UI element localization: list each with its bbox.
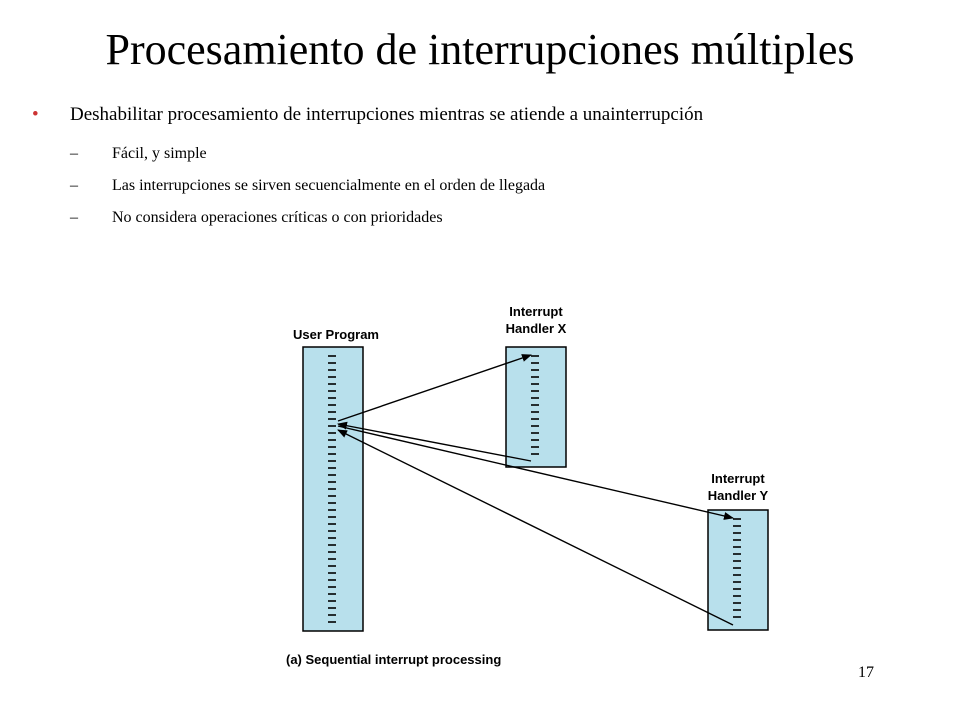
sub-bullet-marker: –: [70, 209, 78, 226]
handler-y-box: [708, 510, 768, 630]
handler-x-box: [506, 347, 566, 467]
sub-bullet-text: No considera operaciones críticas o con prioridades: [112, 209, 443, 226]
handler-y-instructions: [733, 519, 741, 617]
sub-bullet-text: Fácil, y simple: [112, 145, 207, 162]
handler-x-label-line1: Interrupt: [509, 304, 563, 319]
handler-y-label-line2: Handler Y: [707, 488, 769, 503]
user-program-label: User Program: [293, 327, 379, 342]
sub-bullet-marker: –: [70, 145, 78, 162]
slide-title: Procesamiento de interrupciones múltiples: [105, 25, 855, 74]
sub-bullet-text: Las interrupciones se sirven secuencialmente en el orden de llegada: [112, 177, 546, 194]
handler-y-label-line1: Interrupt: [711, 471, 765, 486]
bullet-marker: •: [32, 104, 39, 125]
sub-bullet-marker: –: [70, 177, 78, 194]
handler-x-label-line2: Handler X: [505, 321, 567, 336]
page-number: 17: [858, 664, 874, 681]
arrow-handler-x-return: [338, 424, 531, 461]
diagram-caption: (a) Sequential interrupt processing: [286, 652, 502, 667]
handler-x-instructions: [531, 356, 539, 454]
bullet-text: Deshabilitar procesamiento de interrupciones mientras se atiende a unainterrupción: [70, 104, 704, 125]
arrow-program-to-handler-x: [338, 355, 531, 421]
